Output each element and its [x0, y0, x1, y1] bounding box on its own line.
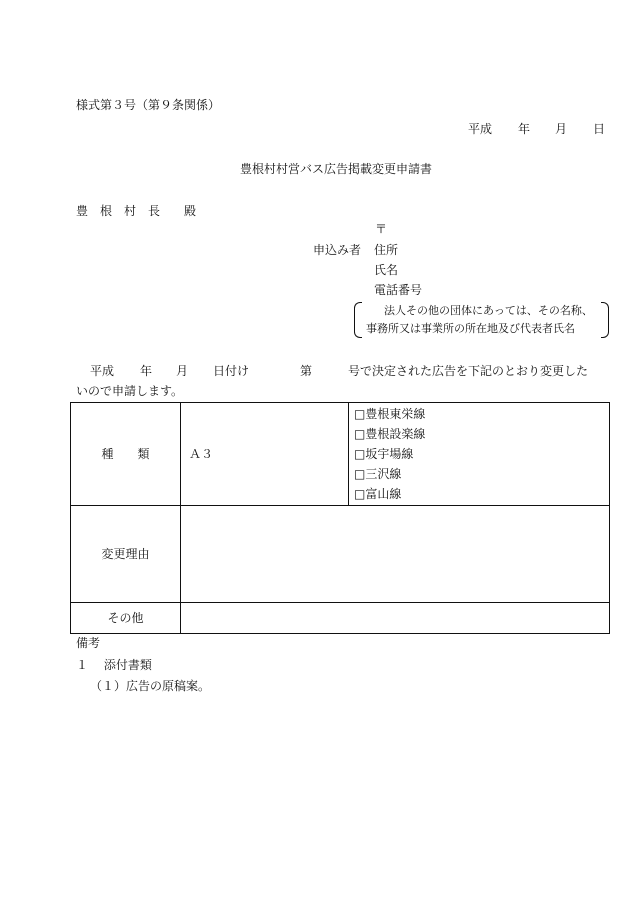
- route-checkbox[interactable]: □: [354, 447, 366, 461]
- route-name: 坂宇場線: [365, 447, 414, 461]
- date-era: 平成: [468, 122, 493, 136]
- other-label: その他: [71, 603, 181, 634]
- route-name: 豊根東栄線: [365, 407, 426, 421]
- postal-mark: 〒: [375, 222, 388, 236]
- route-name: 富山線: [365, 487, 402, 501]
- route-option[interactable]: [349, 464, 609, 484]
- document-title: 豊根村村営バス広告掲載変更申請書: [240, 162, 433, 176]
- other-row: [71, 603, 610, 634]
- body-dated: 日付け: [213, 364, 250, 378]
- remarks-title: 備考: [76, 636, 101, 650]
- reason-field[interactable]: [181, 506, 610, 603]
- route-checkbox[interactable]: □: [354, 407, 366, 421]
- note-bracket-right: [601, 302, 609, 338]
- body-line1-rest: 号で決定された広告を下記のとおり変更した: [348, 364, 589, 378]
- applicant-label: 申込み者: [313, 243, 362, 257]
- body-line2: いので申請します。: [76, 384, 184, 398]
- applicant-note-line1: 法人その他の団体にあっては、その名称、: [384, 304, 593, 317]
- name-label: 氏名: [374, 263, 399, 277]
- body-dai: 第: [300, 364, 313, 378]
- route-checkbox[interactable]: □: [354, 467, 366, 481]
- route-option[interactable]: [349, 424, 609, 444]
- remarks-item1-1: （１）広告の原稿案。: [90, 679, 211, 693]
- route-checkbox[interactable]: □: [354, 487, 366, 501]
- other-field[interactable]: [181, 603, 610, 634]
- type-row: [71, 403, 610, 506]
- note-bracket-left: [354, 302, 362, 338]
- form-number: 様式第３号（第９条関係）: [76, 98, 221, 112]
- phone-label: 電話番号: [374, 283, 423, 297]
- applicant-note-line2: 事務所又は事業所の所在地及び代表者氏名: [366, 322, 575, 335]
- route-option[interactable]: [349, 484, 609, 504]
- route-option[interactable]: [349, 444, 609, 464]
- date-year: 年: [518, 122, 531, 136]
- route-option[interactable]: [349, 404, 609, 424]
- type-value[interactable]: Ａ３: [181, 403, 349, 506]
- addressee: 豊 根 村 長 殿: [76, 204, 197, 218]
- address-label: 住所: [374, 243, 399, 257]
- date-month: 月: [555, 122, 568, 136]
- route-options: [349, 403, 610, 506]
- application-table: [70, 402, 610, 634]
- route-name: 三沢線: [365, 467, 402, 481]
- body-era: 平成: [90, 364, 115, 378]
- body-month: 月: [176, 364, 189, 378]
- type-label: 種 類: [71, 403, 181, 506]
- route-checkbox[interactable]: □: [354, 427, 366, 441]
- body-year: 年: [140, 364, 153, 378]
- reason-row: [71, 506, 610, 603]
- remarks-item1: １ 添付書類: [76, 658, 152, 672]
- date-day: 日: [593, 122, 606, 136]
- route-name: 豊根設楽線: [365, 427, 426, 441]
- reason-label: 変更理由: [71, 506, 181, 603]
